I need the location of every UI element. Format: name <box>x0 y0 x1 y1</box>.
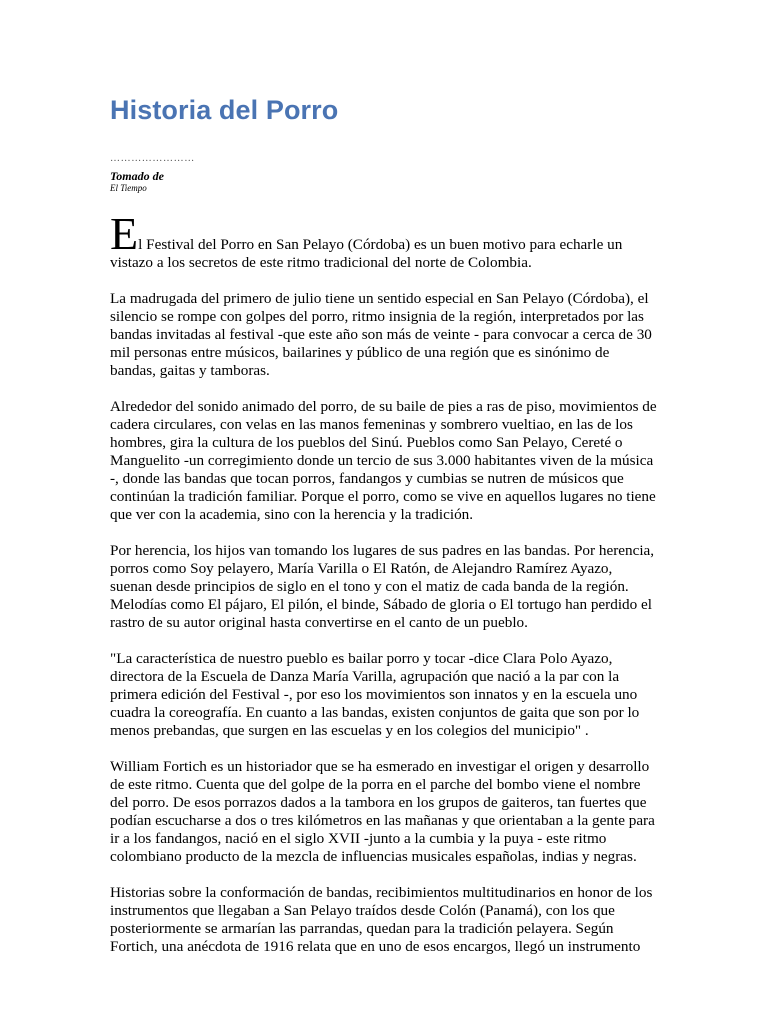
article <box>110 0 658 974</box>
article-title: Historia del Porro <box>110 95 339 125</box>
source-label: Tomado de <box>110 169 164 183</box>
paragraph: Historias sobre la conformación de bandas, recibimientos multitudinarios en honor de los instrumentos que llegaban a San Pelayo traídos desde Colón (Panamá), con los que posteriormente se armarían las parrandas, quedan para la tradición pelayera. Según Fortich, una anécdota de 1916 relata que en uno de esos encargos, llegó un instrumento <box>110 884 653 955</box>
separator-dots: …………………… <box>110 153 195 164</box>
source-name: El Tiempo <box>110 183 147 193</box>
paragraph: Por herencia, los hijos van tomando los lugares de sus padres en las bandas. Por herencia, porros como Soy pelayero, María Varilla o El Ratón, de Alejandro Ramírez Ayazo, suenan desde principios de siglo en el tono y con el matiz de cada banda de la región. Melodías como El pájaro, El pilón, el binde, Sábado de gloria o El tortugo han perdido el rastro de su autor original hasta convertirse en el canto de un pueblo. <box>110 542 655 631</box>
article-body <box>110 208 658 956</box>
paragraph: William Fortich es un historiador que se ha esmerado en investigar el origen y desarrollo de este ritmo. Cuenta que del golpe de la porra en el parche del bombo viene el nombre del porro. De esos porrazos dados a la tambora en los grupos de gaiteros, tan fuertes que podían escucharse a dos o tres kilómetros en las mañanas y que orientaban a la gente para ir a los fandangos, nació en el siglo XVII -junto a la cumbia y la puya - este ritmo colombiano producto de la mezcla de influencias musicales españolas, indias y negras. <box>110 758 655 865</box>
paragraph: Alrededor del sonido animado del porro, de su baile de pies a ras de piso, movimientos de cadera circulares, con velas en las manos femeninas y sombrero vueltiao, en las de los hombres, gira la cultura de los pueblos del Sinú. Pueblos como San Pelayo, Cereté o Manguelito -un corregimiento donde un tercio de sus 3.000 habitantes viven de la música -, donde las bandas que tocan porros, fandangos y cumbias se nutren de músicos que continúan la tradición familiar. Porque el porro, como se vive en aquellos lugares no tiene que ver con la academia, sino con la herencia y la tradición. <box>110 398 657 523</box>
paragraph-intro-text: l Festival del Porro en San Pelayo (Córdoba) es un buen motivo para echarle un vistazo a los secretos de este ritmo tradicional del norte de Colombia. <box>110 236 623 271</box>
paragraph: "La característica de nuestro pueblo es bailar porro y tocar -dice Clara Polo Ayazo, directora de la Escuela de Danza María Varilla, agrupación que nació a la par con la primera edición del Festival -, por eso los movimientos son innatos y en la escuela uno cuadra la coreografía. En cuanto a las bandas, existen conjuntos de gaita que son por lo menos prebandas, que surgen en las escuelas y en los colegios del municipio" . <box>110 650 640 739</box>
paragraph: La madrugada del primero de julio tiene un sentido especial en San Pelayo (Córdoba), el silencio se rompe con golpes del porro, ritmo insignia de la región, interpretados por las bandas invitadas al festival -que este año son más de veinte - para convocar a cerca de 30 mil personas entre músicos, bailarines y público de una región que es sinónimo de bandas, gaitas y tamboras. <box>110 290 652 379</box>
paragraph-intro <box>110 208 658 272</box>
drop-cap: E <box>110 208 139 259</box>
